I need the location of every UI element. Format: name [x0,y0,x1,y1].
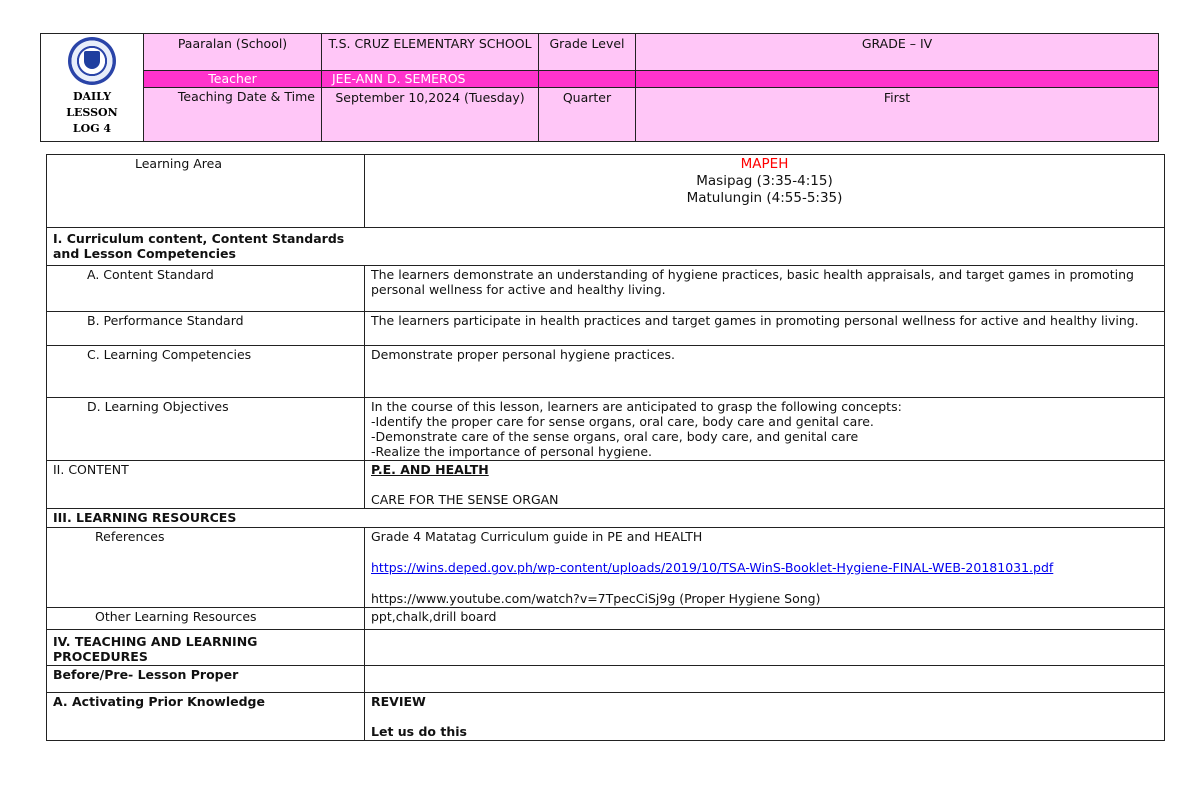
curriculum-heading-cell [47,228,1165,266]
activating-value [365,693,1165,741]
teacher-value: JEE-ANN D. SEMEROS [322,71,539,88]
procedures-label-cell [47,630,365,666]
school-label: Paaralan (School) [144,34,322,71]
objective-item: -Realize the importance of personal hygiene. [371,444,653,459]
teacher-blank-1 [539,71,636,88]
reference-link[interactable]: https://wins.deped.gov.ph/wp-content/uploads/2019/10/TSA-WinS-Booklet-Hygiene-FINAL-WEB-20181031.pdf [371,560,1054,575]
objectives-intro: In the course of this lesson, learners are anticipated to grasp the following concepts: [371,399,902,414]
competencies-value: Demonstrate proper personal hygiene practices. [365,346,1165,398]
let-us-do-this: Let us do this [371,724,467,739]
reference-video: https://www.youtube.com/watch?v=7TpecCiSj9g (Proper Hygiene Song) [371,591,821,606]
objective-item: -Identify the proper care for sense organs, oral care, body care and genital care. [371,414,874,429]
performance-standard-value: The learners participate in health practices and target games in promoting personal wellness for active and healthy living. [365,312,1165,346]
grade-value: GRADE – IV [636,34,1159,71]
content-topic: CARE FOR THE SENSE ORGAN [371,492,559,507]
section-masipag: Masipag (3:35-4:15) [696,173,833,189]
quarter-value: First [636,88,1159,142]
lesson-table [46,154,1165,741]
before-lesson-label: Before/Pre- Lesson Proper [47,666,365,693]
subject-title: MAPEH [740,156,789,172]
competencies-label: C. Learning Competencies [47,346,365,398]
other-resources-label: Other Learning Resources [47,608,365,630]
objectives-label: D. Learning Objectives [47,398,365,461]
curriculum-heading: I. Curriculum content, Content Standards and Lesson Competencies [53,231,345,261]
learning-area-value [365,155,1165,228]
procedures-label: IV. TEACHING AND LEARNING PROCEDURES [53,634,258,664]
date-label: Teaching Date & Time [144,88,322,142]
references-value [365,528,1165,608]
reference-guide: Grade 4 Matatag Curriculum guide in PE and HEALTH [371,529,703,544]
before-lesson-blank [365,666,1165,693]
content-label: II. CONTENT [47,461,365,509]
learning-area-label: Learning Area [47,155,365,228]
objectives-value [365,398,1165,461]
school-value: T.S. CRUZ ELEMENTARY SCHOOL [322,34,539,71]
resources-label: III. LEARNING RESOURCES [47,509,1165,528]
review-label: REVIEW [371,694,426,709]
date-value: September 10,2024 (Tuesday) [322,88,539,142]
activating-label: A. Activating Prior Knowledge [47,693,365,741]
content-standard-label: A. Content Standard [47,266,365,312]
deped-seal-icon [68,37,116,85]
performance-standard-label: B. Performance Standard [47,312,365,346]
objective-item: -Demonstrate care of the sense organs, oral care, body care, and genital care [371,429,859,444]
other-resources-value: ppt,chalk,drill board [365,608,1165,630]
header-table [40,33,1159,142]
content-standard-value: The learners demonstrate an understanding of hygiene practices, basic health appraisals, and target games in promoting personal wellness for active and healthy living. [365,266,1165,312]
quarter-label: Quarter [539,88,636,142]
logo-cell [41,34,144,142]
teacher-blank-2 [636,71,1159,88]
procedures-blank [365,630,1165,666]
grade-label: Grade Level [539,34,636,71]
content-title: P.E. AND HEALTH [371,462,489,477]
teacher-label: Teacher [144,71,322,88]
content-value [365,461,1165,509]
daily-lesson-log-label: DAILY LESSON LOG 4 [66,90,118,135]
references-label: References [47,528,365,608]
section-matulungin: Matulungin (4:55-5:35) [686,190,843,206]
